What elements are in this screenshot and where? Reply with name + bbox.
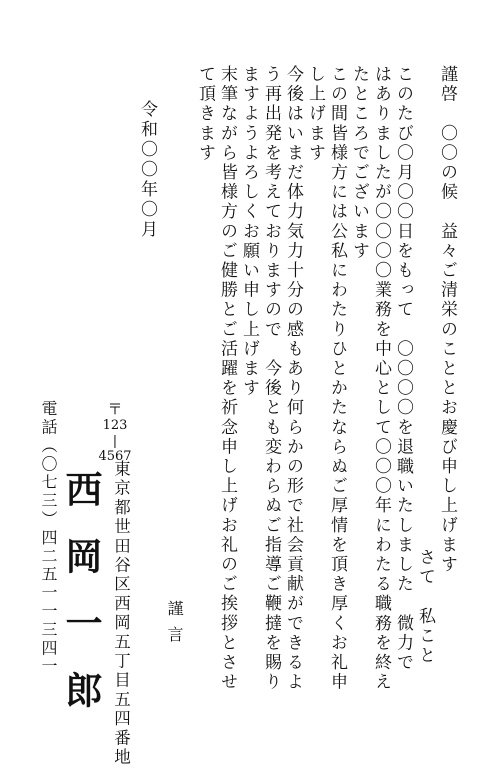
- letter-line-2: さて 私こと: [415, 548, 435, 666]
- date-text: 令和〇〇年〇月: [137, 100, 157, 240]
- sender-name: 西岡一郎: [59, 470, 103, 738]
- letter-line-4: はありましたが〇〇〇〇業務を中心として〇〇〇年にわたる職務を終え: [371, 65, 391, 693]
- letter-line-8: 今後はいまだ体力気力十分の感もあり何らかの形で社会貢献ができるよ: [283, 65, 303, 693]
- letter-line-6: この間皆様方には公私にわたりひとかたならぬご厚情を頂き厚くお礼申: [327, 65, 347, 693]
- letter-line-10: ますようよろしくお願い申し上げます: [239, 65, 259, 399]
- postal-mark-icon: 〒: [107, 400, 123, 418]
- letter-line-9: う再出発を考えておりますので 今後とも変わらぬご指導ご鞭撻を賜り: [261, 65, 281, 693]
- letter-line-5: たところでございます: [349, 65, 369, 261]
- letter-line-1: 謹啓 〇〇の候 益々ご清栄のこととお慶び申し上げます: [437, 65, 457, 575]
- sender-phone: 電話（〇七三）四二五一一三四一: [39, 400, 58, 676]
- letter-line-7: し上げます: [305, 65, 325, 163]
- postal-code-second: 4567: [98, 449, 132, 465]
- letter-line-11: 末筆ながら皆様方のご健勝とご活躍を祈念申し上げお礼のご挨拶とさせ: [217, 65, 237, 693]
- sender-address: 東京都世田谷区西岡五丁目五四番地: [111, 460, 131, 767]
- postal-code-first: 123: [102, 418, 128, 433]
- letter-line-3: このたび〇月〇〇日をもって 〇〇〇〇を退職いたしました 微力で: [393, 65, 413, 673]
- postal-code-separator: |: [112, 433, 118, 449]
- postal-code: [95, 400, 135, 465]
- closing-text: 謹言: [165, 600, 184, 652]
- letter-line-12: て頂きます: [195, 65, 215, 163]
